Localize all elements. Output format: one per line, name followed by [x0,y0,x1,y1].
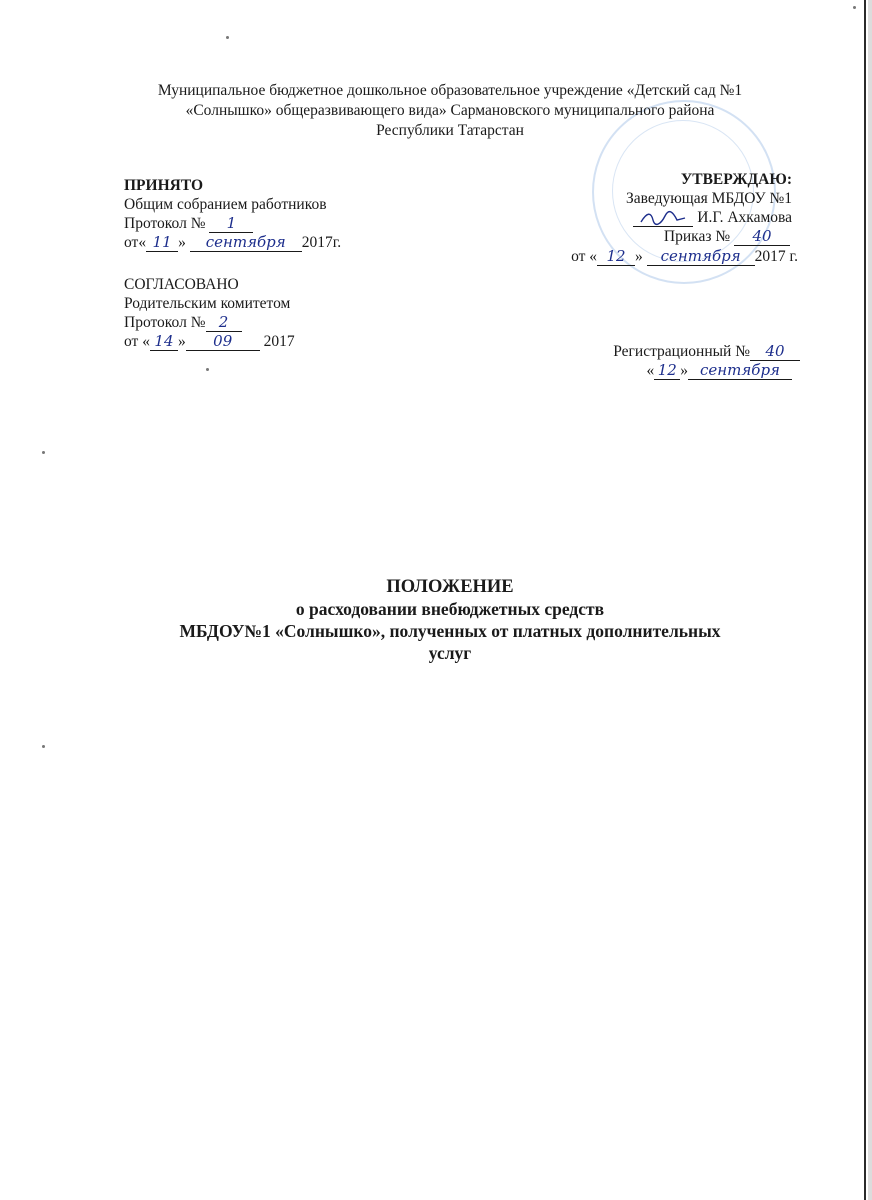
approved-position: Заведующая МБДОУ №1 [626,190,792,207]
approved-order-number: 40 [752,227,772,245]
accepted-month: сентября [205,233,286,251]
agreed-block [124,275,295,351]
scan-speck [42,451,45,454]
header-line-2: «Солнышко» общеразвивающего вида» Сармановского муниципального района [185,102,715,119]
header-line-1: Муниципальное бюджетное дошкольное образовательное учреждение «Детский сад №1 [157,82,743,99]
approved-date [571,247,798,266]
agreed-body: Родительским комитетом [124,295,291,312]
accepted-day-field [146,234,178,252]
registration-number-value: 40 [765,342,785,360]
accepted-protocol-label: Протокол № [124,215,206,232]
registration-label: Регистрационный № [613,343,750,360]
scan-speck [226,36,229,39]
approved-order-field [734,228,790,246]
agreed-protocol-number: 2 [218,313,229,331]
page-edge-line [864,0,866,1200]
agreed-date-mid: » [177,333,186,350]
registration-date [647,361,793,380]
agreed-day: 14 [154,332,174,350]
approved-order-label: Приказ № [663,228,731,245]
agreed-date-prefix: от « [124,333,150,350]
approved-signature-field [633,209,693,227]
agreed-day-field [150,333,178,351]
document-title [100,576,800,664]
accepted-block [124,176,341,252]
approved-order [664,227,790,246]
document-title-line-3: МБДОУ№1 «Солнышко», полученных от платных дополнительных [179,621,721,641]
accepted-title: ПРИНЯТО [124,177,204,194]
approved-month-field [647,248,755,266]
registration-month-field [688,362,792,380]
accepted-year: 2017г. [301,234,342,251]
agreed-year: 2017 [263,333,295,350]
accepted-protocol-number: 1 [226,214,237,232]
accepted-body: Общим собранием работников [124,196,327,213]
registration-day: 12 [657,361,677,379]
accepted-protocol [124,214,341,233]
registration-date-open: « [646,362,655,379]
header-line-3: Республики Татарстан [376,122,524,139]
approved-day: 12 [606,247,626,265]
approved-day-field [597,248,635,266]
registration-day-field [654,362,680,380]
agreed-date [124,332,295,351]
accepted-date [124,233,341,252]
approved-month: сентября [660,247,741,265]
agreed-protocol-label: Протокол № [124,314,206,331]
agreed-protocol-field [206,314,242,332]
registration-number-field [750,343,800,361]
document-title-line-2: о расходовании внебюджетных средств [295,599,605,619]
document-title-line-4: услуг [428,643,472,663]
agreed-protocol [124,313,295,332]
registration-number [613,342,800,361]
signature-scribble [639,210,687,226]
agreed-month: 09 [213,332,233,350]
approved-block [626,170,792,227]
approved-date-mid: » [635,248,643,265]
scan-speck [853,6,856,9]
accepted-day: 11 [152,233,172,251]
approved-signature-line [626,208,792,227]
scan-speck [206,368,209,371]
document-title-line-1: ПОЛОЖЕНИЕ [386,577,514,597]
accepted-date-prefix: от« [124,234,147,251]
accepted-protocol-field [209,215,253,233]
agreed-month-field [186,333,260,351]
registration-month: сентября [699,361,780,379]
accepted-date-mid: » [178,234,186,251]
approved-title: УТВЕРЖДАЮ: [680,171,792,188]
page-edge-shadow [868,0,872,1200]
accepted-month-field [190,234,302,252]
approved-year: 2017 г. [754,248,798,265]
approved-name: И.Г. Ахкамова [697,209,792,226]
agreed-title: СОГЛАСОВАНО [124,276,239,293]
approved-date-prefix: от « [571,248,598,265]
registration-date-mid: » [680,362,688,379]
institution-header [90,81,810,141]
scan-speck [42,745,45,748]
